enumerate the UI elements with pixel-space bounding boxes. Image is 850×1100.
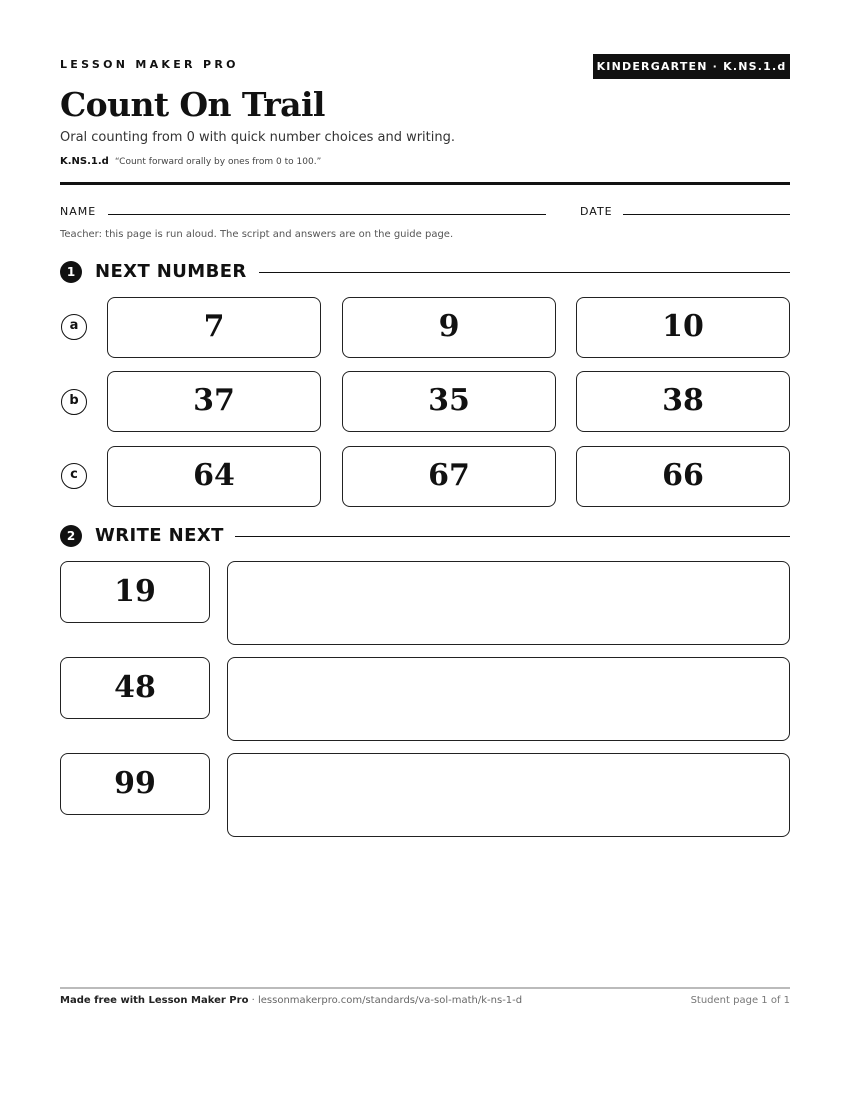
section-title: WRITE NEXT xyxy=(95,525,224,546)
choice-box[interactable]: 67 xyxy=(342,446,556,507)
footer-url[interactable]: lessonmakerpro.com/standards/va-sol-math/k-ns-1-d xyxy=(257,995,523,1006)
answer-write-box[interactable] xyxy=(227,561,790,645)
name-label: NAME xyxy=(60,205,97,218)
choice-box[interactable]: 10 xyxy=(576,297,790,358)
section-divider xyxy=(235,536,790,537)
row-marker-c: c xyxy=(61,463,87,489)
teacher-note: Teacher: this page is run aloud. The script and answers are on the guide page. xyxy=(60,229,454,240)
row-marker-a: a xyxy=(61,314,87,340)
footer-separator: · xyxy=(248,995,258,1006)
grade-badge: KINDERGARTEN · K.NS.1.d xyxy=(593,54,790,79)
section-number-badge: 2 xyxy=(60,525,82,547)
date-label: DATE xyxy=(580,205,613,218)
page-subtitle: Oral counting from 0 with quick number choices and writing. xyxy=(60,130,455,145)
brand-name: LESSON MAKER PRO xyxy=(60,58,239,71)
choice-box[interactable]: 38 xyxy=(576,371,790,432)
choice-box[interactable]: 64 xyxy=(107,446,321,507)
choice-box[interactable]: 7 xyxy=(107,297,321,358)
name-field[interactable] xyxy=(108,214,546,215)
date-field[interactable] xyxy=(623,214,790,215)
prompt-number-box: 19 xyxy=(60,561,210,623)
standard-code: K.NS.1.d xyxy=(60,156,109,167)
choice-box[interactable]: 35 xyxy=(342,371,556,432)
prompt-number-box: 99 xyxy=(60,753,210,815)
choice-box[interactable]: 37 xyxy=(107,371,321,432)
answer-write-box[interactable] xyxy=(227,753,790,837)
page-title: Count On Trail xyxy=(60,85,325,124)
section-next-number-heading xyxy=(60,261,790,283)
footer-made-with: Made free with Lesson Maker Pro xyxy=(60,995,249,1006)
prompt-number-box: 48 xyxy=(60,657,210,719)
section-title: NEXT NUMBER xyxy=(95,261,247,282)
footer-divider xyxy=(60,987,790,989)
header-divider xyxy=(60,182,790,185)
standard-line xyxy=(60,156,321,167)
footer-credit xyxy=(60,995,522,1006)
choice-box[interactable]: 66 xyxy=(576,446,790,507)
section-write-next-heading xyxy=(60,525,790,547)
section-number-badge: 1 xyxy=(60,261,82,283)
row-marker-b: b xyxy=(61,389,87,415)
answer-write-box[interactable] xyxy=(227,657,790,741)
section-divider xyxy=(259,272,790,273)
standard-quote: “Count forward orally by ones from 0 to 100.” xyxy=(114,157,322,167)
choice-box[interactable]: 9 xyxy=(342,297,556,358)
footer-page-number: Student page 1 of 1 xyxy=(690,995,790,1006)
